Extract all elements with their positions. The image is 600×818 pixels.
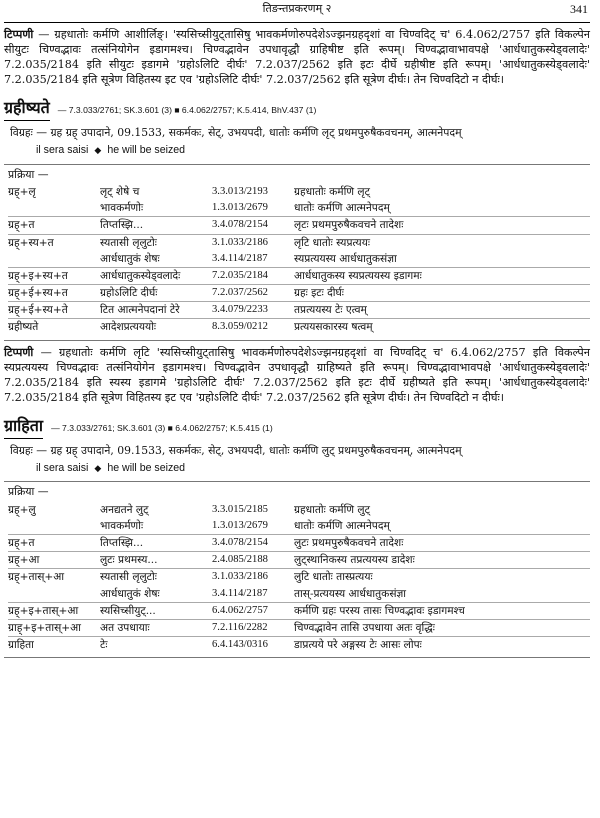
derived-form <box>8 251 100 268</box>
gloss-french: il sera saisi <box>36 461 89 474</box>
sutra-number: 3.4.078/2154 <box>212 217 294 234</box>
sutra-number: 3.4.078/2154 <box>212 535 294 552</box>
prakriya-row <box>8 234 590 251</box>
prakriya-row <box>8 302 590 319</box>
sutra-number: 2.4.085/2188 <box>212 552 294 569</box>
step-description: लृटः प्रथमपुरुषैकवचने तादेशः <box>294 217 590 234</box>
sutra-number: 8.3.059/0212 <box>212 319 294 336</box>
sutra-number: 1.3.013/2679 <box>212 519 268 531</box>
prakriya-row <box>8 200 590 217</box>
derived-form <box>8 200 100 217</box>
step-description: लुटि धातोः तास्प्रत्ययः <box>294 569 590 586</box>
note-ashirling <box>4 27 590 87</box>
derived-form: ग्राहिता <box>8 637 100 654</box>
derived-form: ग्रह्+स्य+त <box>8 234 100 251</box>
entry-references: — 7.3.033/2761; SK.3.601 (3) ■ 6.4.062/2757; K.5.415 (1) <box>51 423 273 434</box>
sutra-text: टेः <box>100 637 212 654</box>
sutra-number: 7.2.035/2184 <box>212 267 294 284</box>
entry-headword: ग्रहीष्यते <box>4 97 50 120</box>
step-description: तप्रत्ययस्य टेः एत्वम् <box>294 302 590 319</box>
sutra-text: अनद्यतने लुट् <box>100 503 149 516</box>
prakriya-label: प्रक्रिया — <box>8 167 49 181</box>
prakriya-row <box>8 602 590 619</box>
vigraha-line: विग्रहः — ग्रह ग्रह् उपादाने, 09.1533, सकर्मकः, सेट्, उभयपदी, धातोः कर्मणि लुट् प्रथमपुरुषैकवचनम्, आत्मनेपदम् <box>10 443 462 457</box>
note-lrt <box>4 345 590 405</box>
sutra-number: 1.3.013/2679 <box>212 202 268 214</box>
derived-form: ग्राह्+इ+तास्+आ <box>8 619 100 636</box>
sutra-number: 3.3.013/2193 <box>212 185 268 197</box>
sutra-text: तिप्तस्झि... <box>100 217 212 234</box>
step-description: प्रत्ययसकारस्य षत्वम् <box>294 319 590 336</box>
derived-form: ग्रह्+ई+स्य+ते <box>8 302 100 319</box>
sutra-number: 3.1.033/2186 <box>212 569 294 586</box>
gloss-english: he will be seized <box>107 461 186 474</box>
step-description: तास्-प्रत्ययस्य आर्धधातुकसंज्ञा <box>294 587 407 600</box>
prakriya-row <box>8 502 590 518</box>
prakriya-row <box>8 319 590 336</box>
sutra-text: स्यतासी लृलुटोः <box>100 569 212 586</box>
step-description: आर्धधातुकस्य स्यप्रत्ययस्य इडागमः <box>294 267 590 284</box>
prakriya-row <box>8 535 590 552</box>
prakriya-row <box>8 217 590 234</box>
step-description: ग्रहधातोः कर्मणि लृट् <box>294 185 370 198</box>
derived-form <box>8 586 100 603</box>
sutra-text: आर्धधातुकस्येड्वलादेः <box>100 267 212 284</box>
derived-form <box>8 518 100 535</box>
step-description: ग्रहधातोः कर्मणि लुट् <box>294 503 370 516</box>
sutra-text: तिप्तस्झि... <box>100 535 212 552</box>
sutra-number: 3.3.015/2185 <box>212 503 268 515</box>
sutra-number: 7.2.116/2282 <box>212 619 294 636</box>
step-description: लृटि धातोः स्यप्रत्ययः <box>294 234 590 251</box>
entry-references: — 7.3.033/2761; SK.3.601 (3) ■ 6.4.062/2757; K.5.414, BhV.437 (1) <box>57 105 317 116</box>
derived-form: ग्रह्+ई+स्य+त <box>8 285 100 302</box>
prakriya-section <box>4 481 590 658</box>
prakriya-section <box>4 164 590 341</box>
prakriya-row <box>8 637 590 654</box>
sutra-text: आदेशप्रत्यययोः <box>100 319 212 336</box>
step-description: कर्मणि ग्रहः परस्य तासः चिण्वद्भावः इडागमश्च <box>294 602 590 619</box>
sutra-text: टित आत्मनेपदानां टेरे <box>100 302 212 319</box>
derived-form: ग्रह्+त <box>8 217 100 234</box>
sutra-text: लृट् शेषे च <box>100 185 140 198</box>
sutra-number: 7.2.037/2562 <box>212 285 294 302</box>
prakriya-table <box>8 502 590 654</box>
derived-form: ग्रह्+इ+स्य+त <box>8 267 100 284</box>
prakriya-row <box>8 552 590 569</box>
prakriya-row <box>8 184 590 200</box>
sutra-text: भावकर्मणोः <box>100 202 144 215</box>
sutra-number: 3.1.033/2186 <box>212 234 294 251</box>
sutra-text: आर्धधातुकं शेषः <box>100 252 160 265</box>
step-description: लुट्स्थानिकस्य तप्रत्ययस्य डादेशः <box>294 552 590 569</box>
step-description: स्यप्रत्ययस्य आर्धधातुकसंज्ञा <box>294 252 397 265</box>
step-description: ग्रहः इटः दीर्घः <box>294 285 590 302</box>
step-description: डाप्रत्यये परे अङ्गस्य टेः आसः लोपः <box>294 637 590 654</box>
sutra-text: स्यसिच्सीयुट्... <box>100 602 212 619</box>
derived-form: ग्रह्+तास्+आ <box>8 569 100 586</box>
prakriya-row <box>8 251 590 268</box>
prakriya-row <box>8 518 590 535</box>
gloss-line <box>4 143 590 157</box>
diamond-separator-icon: ◆ <box>94 463 102 474</box>
derived-form: ग्रह्+इ+तास्+आ <box>8 602 100 619</box>
entry-heading <box>4 97 590 120</box>
step-description: धातोः कर्मणि आत्मनेपदम् <box>294 202 390 215</box>
running-head: तिङन्तप्रकरणम् २ <box>262 2 332 15</box>
sutra-number: 3.4.114/2187 <box>212 252 268 264</box>
note-text: — ग्रहधातोः कर्मणि लृटि 'स्यसिच्सीयुट्तासिषु भावकर्मणोरुपदेशेऽज्झनग्रहदृशां वा चिण्वदिट् च' 6.4.062/2757 इति विकल्पेन स्यप्रत्ययस्य चिण्वद्भावः तत्संनियोगेन इडागमश्च। चिण्वद्भावेन उपधावृद्धौ ग्राहिष्यते इति रूपम्। चिण्वद्भावाभावपक्षे 'आर्धधातुकस्येड्वलादेः' 7.2.035/2184 इति स्यस्य इडागमे 'ग्रहोऽलिटि दीर्घः' 7.2.037/2562 इति इटः दीर्घे ग्रहीष्यते इति रूपम्। 'आर्धधातुकस्येड्वलादेः' 7.2.035/2184 इति सूत्रेण विहितस्य इट एव 'ग्रहोऽलिटि दीर्घः' 7.2.037/2562 इति सूत्रेण दीर्घः। तेन चिण्वदिटो न दीर्घः। <box>4 345 590 404</box>
sutra-text: लुटः प्रथमस्य... <box>100 552 212 569</box>
derived-form: ग्रह्+लृ <box>8 185 36 198</box>
prakriya-table <box>8 184 590 336</box>
sutra-number: 6.4.143/0316 <box>212 637 294 654</box>
step-description: धातोः कर्मणि आत्मनेपदम् <box>294 519 390 532</box>
prakriya-row <box>8 619 590 636</box>
sutra-text: अत उपधायाः <box>100 619 212 636</box>
vigraha-line: विग्रहः — ग्रह ग्रह् उपादाने, 09.1533, सकर्मकः, सेट्, उभयपदी, धातोः कर्मणि लृट् प्रथमपुरुषैकवचनम्, आत्मनेपदम् <box>10 125 462 139</box>
gloss-line <box>4 461 590 475</box>
entry-headword: ग्राहिता <box>4 415 43 438</box>
sutra-number: 3.4.114/2187 <box>212 587 268 599</box>
note-text: — ग्रहधातोः कर्मणि आशीर्लिङ्। 'स्यसिच्सीयुट्तासिषु भावकर्मणोरुपदेशेऽज्झनग्रहदृशां वा चिण्वदिट् च' 6.4.062/2757 इति विकल्पेन सीयुटः चिण्वद्भावः तत्संनियोगेन इडागमश्च। चिण्वद्भावेन उपधावृद्धौ ग्राहिषीष्ट इति रूपम्। चिण्वद्भावाभावपक्षे 'आर्धधातुकस्येड्वलादेः' 7.2.035/2184 इति सीयुटः इडागमे 'ग्रहोऽलिटि दीर्घः' 7.2.037/2562 इति इटः दीर्घे ग्रहीषीष्ट इति रूपम्। 'आर्धधातुकस्येड्वलादेः' 7.2.035/2184 इति सूत्रेण विहितस्य इट एव 'ग्रहोऽलिटि दीर्घः' 7.2.037/2562 इति सूत्रेण दीर्घः। तेन चिण्वदिटो न दीर्घः। <box>4 28 590 87</box>
step-description: लुटः प्रथमपुरुषैकवचने तादेशः <box>294 535 590 552</box>
note-label: टिप्पणी <box>4 344 34 359</box>
derived-form: ग्रह्+लु <box>8 503 36 516</box>
sutra-text: भावकर्मणोः <box>100 519 144 532</box>
prakriya-row <box>8 267 590 284</box>
sutra-number: 3.4.079/2233 <box>212 302 294 319</box>
sutra-number: 6.4.062/2757 <box>212 602 294 619</box>
sutra-text: ग्रहोऽलिटि दीर्घः <box>100 285 212 302</box>
prakriya-row <box>8 285 590 302</box>
derived-form: ग्रह्+त <box>8 535 100 552</box>
gloss-english: he will be seized <box>107 144 186 157</box>
sutra-text: आर्धधातुकं शेषः <box>100 587 160 600</box>
prakriya-row <box>8 586 590 603</box>
prakriya-label: प्रक्रिया — <box>8 485 49 499</box>
page-header <box>4 0 590 23</box>
gloss-french: il sera saisi <box>36 144 89 157</box>
note-label: टिप्पणी <box>4 27 34 41</box>
step-description: चिण्वद्भावेन तासि उपधाया अतः वृद्धिः <box>294 619 590 636</box>
entry-heading <box>4 415 590 438</box>
prakriya-row <box>8 569 590 586</box>
page-number: 341 <box>570 2 588 16</box>
derived-form: ग्रह्+आ <box>8 552 100 569</box>
sutra-text: स्यतासी लृलुटोः <box>100 234 212 251</box>
diamond-separator-icon: ◆ <box>94 145 102 156</box>
derived-form: ग्रहीष्यते <box>8 319 100 336</box>
